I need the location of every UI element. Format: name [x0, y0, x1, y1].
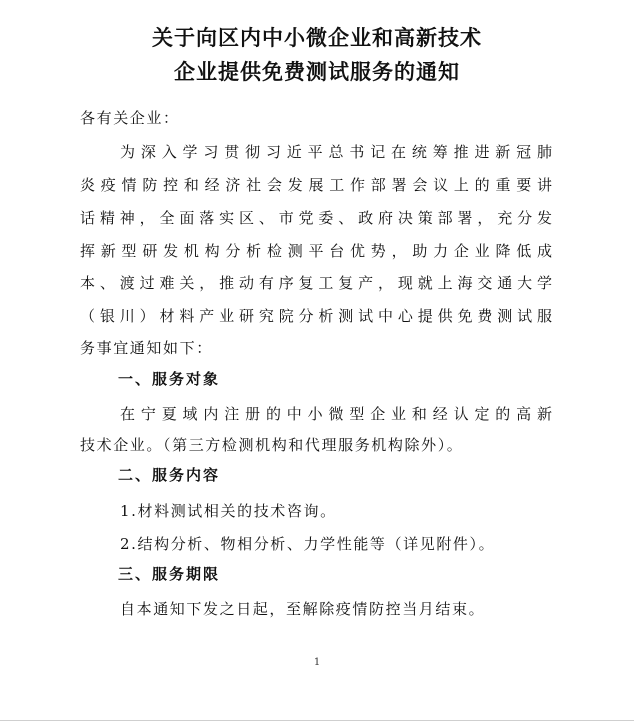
service-item: 1.材料测试相关的技术咨询。	[120, 502, 337, 520]
document-title-line-2: 企业提供免费测试服务的通知	[174, 60, 460, 84]
service-item: 2.结构分析、物相分析、力学性能等（详见附件）。	[120, 535, 496, 553]
salutation: 各有关企业：	[80, 109, 180, 127]
intro-line: 炎疫情防控和经济社会发展工作部署会议上的重要讲	[80, 176, 552, 194]
section-heading-service-target: 一、服务对象	[118, 370, 221, 388]
page-number: 1	[313, 657, 321, 668]
intro-line: 务事宜通知如下：	[80, 339, 213, 357]
section-text-line: 技术企业。（第三方检测机构和代理服务机构除外）。	[80, 436, 464, 454]
intro-line: 挥新型研发机构分析检测平台优势，助力企业降低成	[80, 242, 552, 260]
section-text-line: 在宁夏域内注册的中小微型企业和经认定的高新	[120, 405, 552, 423]
section-heading-service-content: 二、服务内容	[118, 466, 221, 484]
intro-line: 本、渡过难关，推动有序复工复产，现就上海交通大学	[80, 274, 552, 292]
intro-line: 为深入学习贯彻习近平总书记在统筹推进新冠肺	[120, 143, 552, 161]
section-heading-service-period: 三、服务期限	[118, 565, 221, 583]
intro-line: （银川）材料产业研究院分析测试中心提供免费测试服	[80, 307, 552, 325]
document-title-line-1: 关于向区内中小微企业和高新技术	[152, 26, 482, 50]
intro-line: 话精神，全面落实区、市党委、政府决策部署，充分发	[80, 209, 552, 227]
section-text-line: 自本通知下发之日起，至解除疫情防控当月结束。	[120, 600, 486, 618]
